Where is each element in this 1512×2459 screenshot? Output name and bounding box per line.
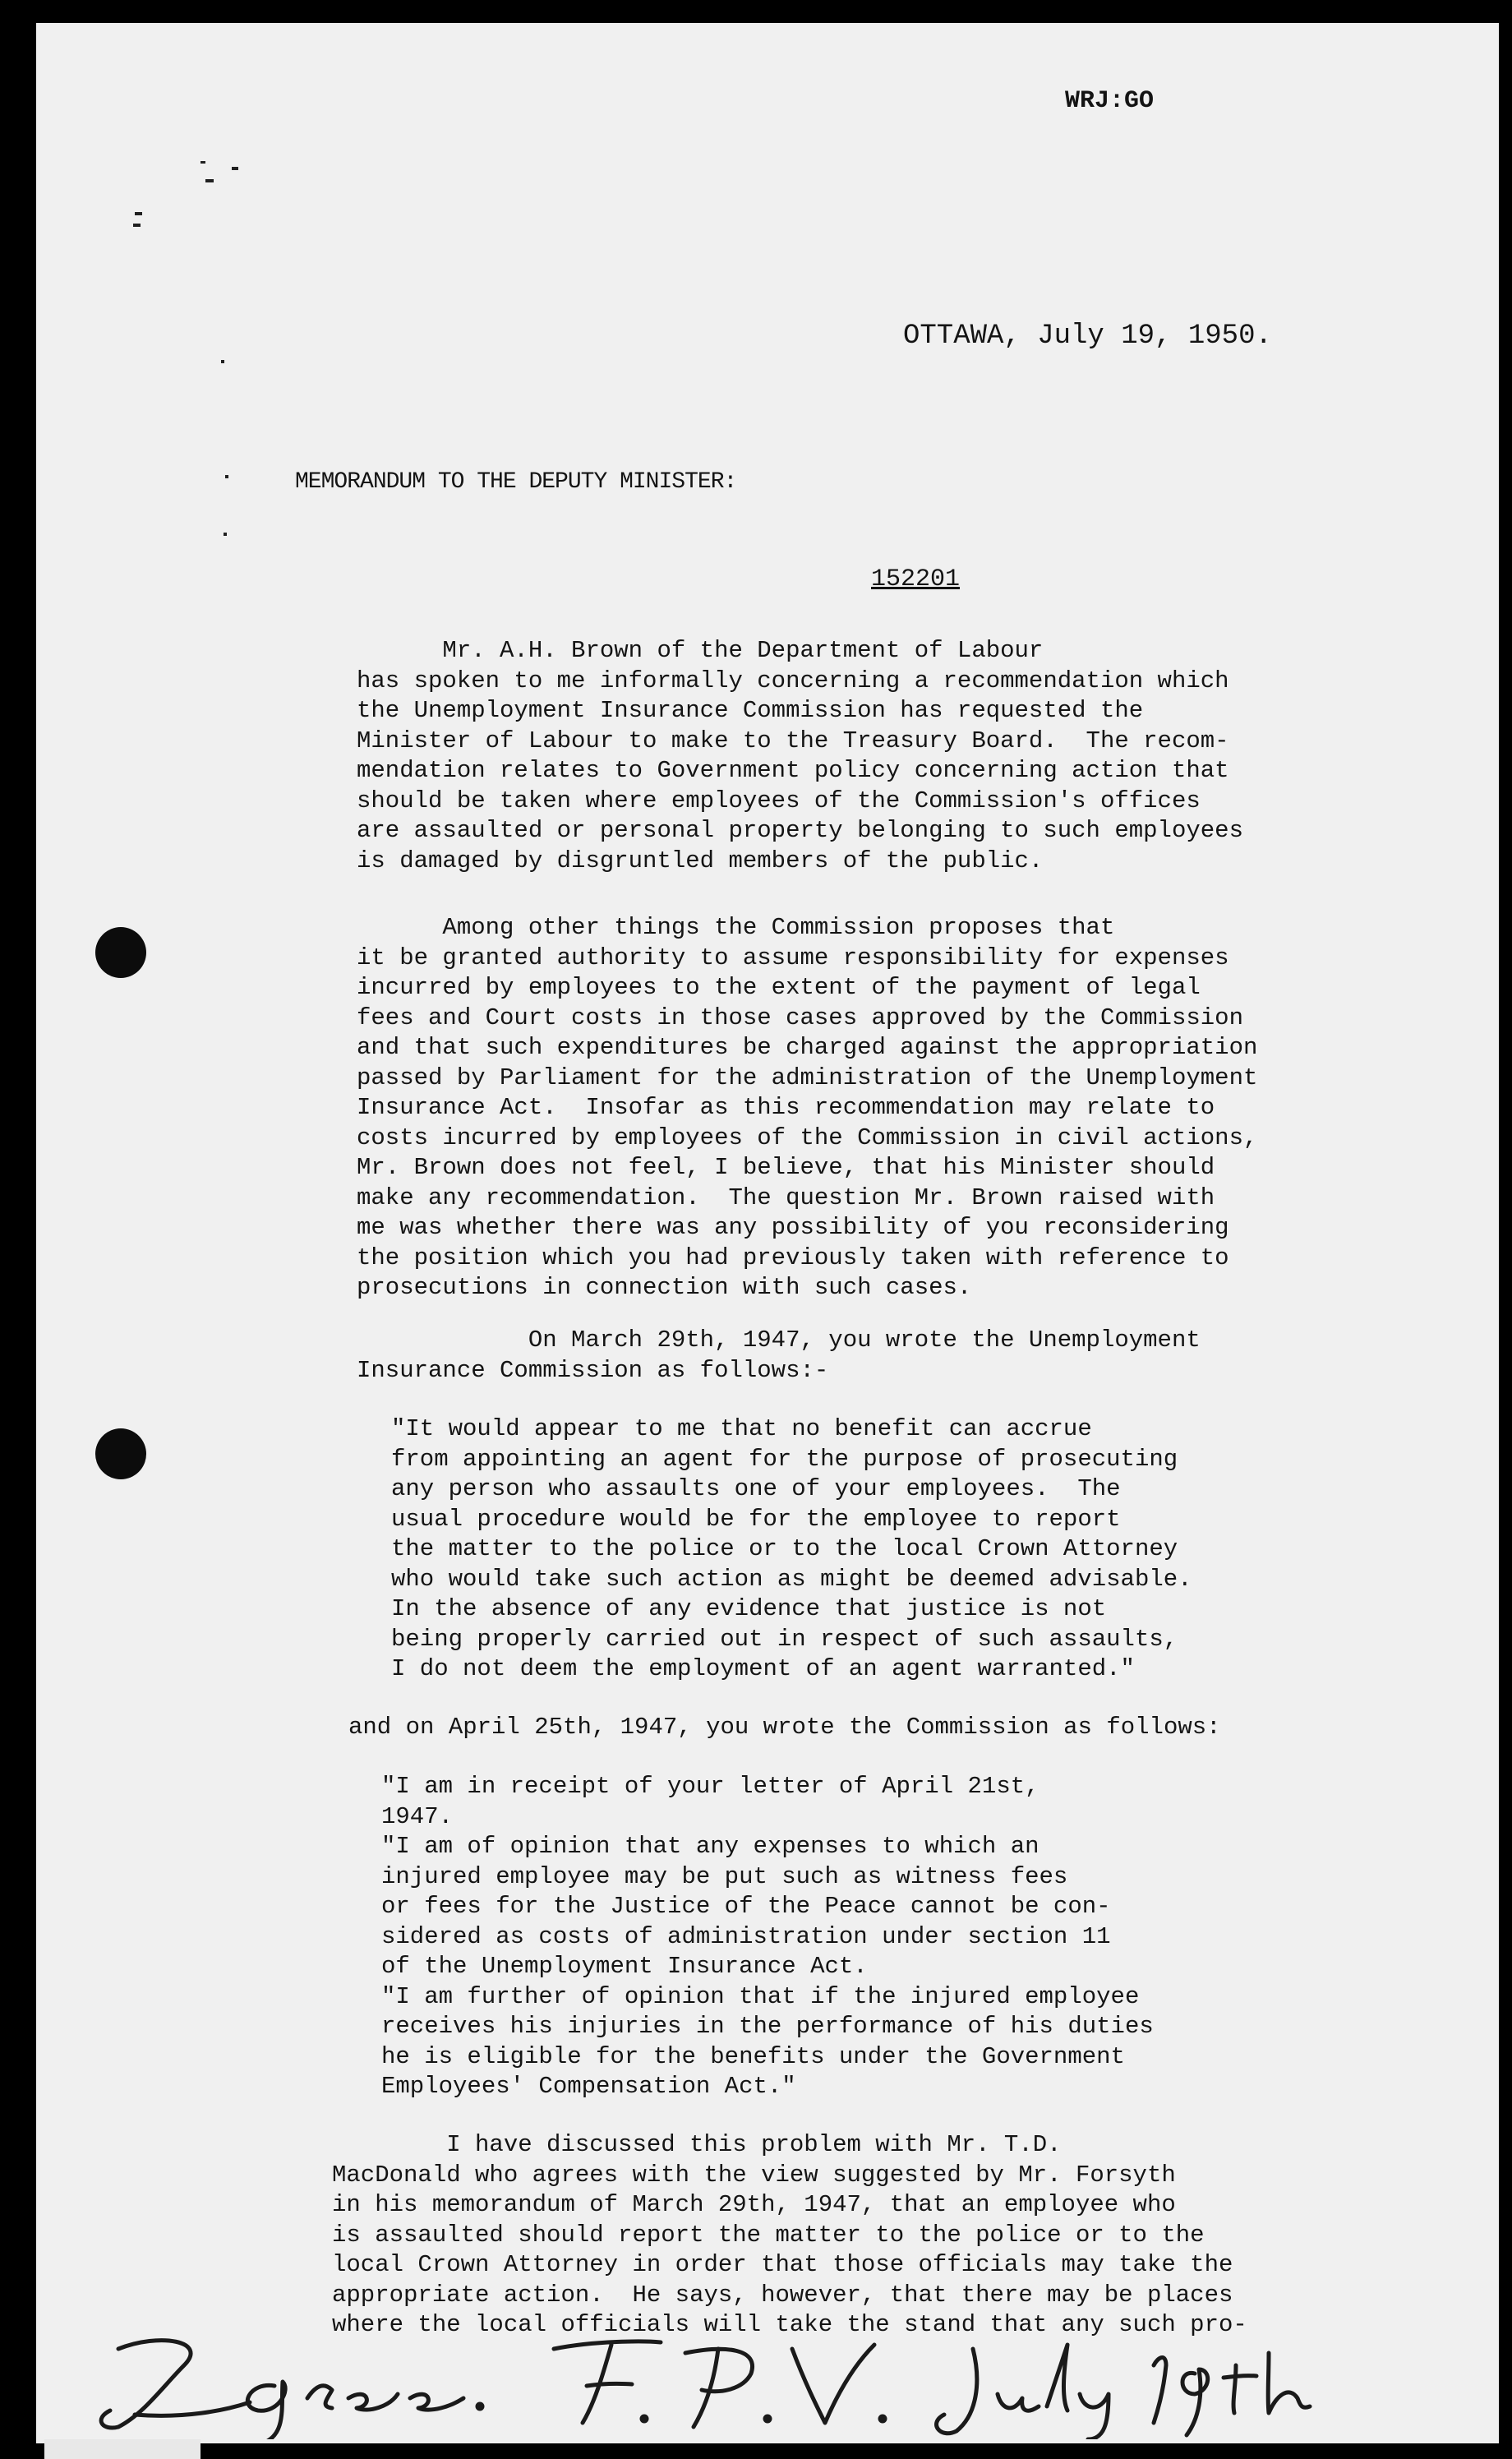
paragraph-1: Mr. A.H. Brown of the Department of Labour has spoken to me informally concerning a recommendation which the Unemployment Insurance Commission has requested the Minister of Labour to make to the Treasury Board. The recom- mendation relates to Government policy concerning action that should be taken where employees of the Commission's offices are assaulted or personal property belonging to such employees is damaged by disgruntled members of the public. [357,637,1243,874]
quotation-1: "It would appear to me that no benefit can accrue from appointing an agent for the purpose of prosecuting any person who assaults one of your employees. The usual procedure would be for the employee to report the matter to the police or to the local Crown Attorney who would take such action as might be deemed advisable. In the absence of any evidence that justice is not being properly carried out in respect of such assaults, I do not deem the employment of an agent warranted." [391,1415,1192,1682]
stray-mark [133,224,141,227]
reference-initials: WRJ:GO [1065,87,1155,115]
stray-mark [221,360,224,363]
document-page [36,23,1499,2443]
paragraph-2: Among other things the Commission proposes that it be granted authority to assume responsibility for expenses incurred by employees to the extent of the payment of legal fees and Court costs in those cases approved by the Commission and that such expenditures be charged against the appropriation passed by Parliament for the administration of the Unemployment Insurance Act. Insofar as this recommendation may relate to costs incurred by employees of the Commission in civil actions, Mr. Brown does not feel, I believe, that his Minister should make any recommendation. The question Mr. Brown raised with me was whether there was any possibility of you reconsidering the position which you had previously taken with reference to prosecutions in connection with such cases. [357,914,1258,1301]
memo-heading: MEMORANDUM TO THE DEPUTY MINISTER: [295,469,737,495]
stray-mark [224,533,227,536]
stray-mark [135,212,142,215]
page-edge-tab [44,2439,201,2459]
memo-date: OTTAWA, July 19, 1950. [903,321,1272,352]
punch-hole-bottom [95,1428,146,1479]
file-number: 152201 [871,565,961,593]
stray-mark [232,167,238,170]
quotation-2: "I am in receipt of your letter of April 21st, 1947. "I am of opinion that any expenses to which an injured employee may be put such as witness fees or fees for the Justice of the Peace cannot be con- sidered as costs of administration under section 11 of the Unemployment Insurance Act. "I am further of opinion that if the injured employee receives his injuries in the performance of his duties he is eligible for the benefits under the Government Employees' Compensation Act." [381,1773,1154,2100]
paragraph-3: On March 29th, 1947, you wrote the Unemployment Insurance Commission as follows:- [357,1326,1201,1384]
paragraph-5: I have discussed this problem with Mr. T.D. MacDonald who agrees with the view suggested by Mr. Forsyth in his memorandum of March 29th, 1947, that an employee who is assaulted should report the matter to the police or to the local Crown Attorney in order that those officials may take the appropriate action. He says, however, that there may be places where the local officials will take the stand that any such pro- [332,2131,1247,2338]
stray-mark [201,161,205,164]
stray-mark [225,475,228,478]
paragraph-4: and on April 25th, 1947, you wrote the Commission as follows: [348,1714,1221,1741]
stray-mark [205,179,214,182]
punch-hole-top [95,927,146,978]
